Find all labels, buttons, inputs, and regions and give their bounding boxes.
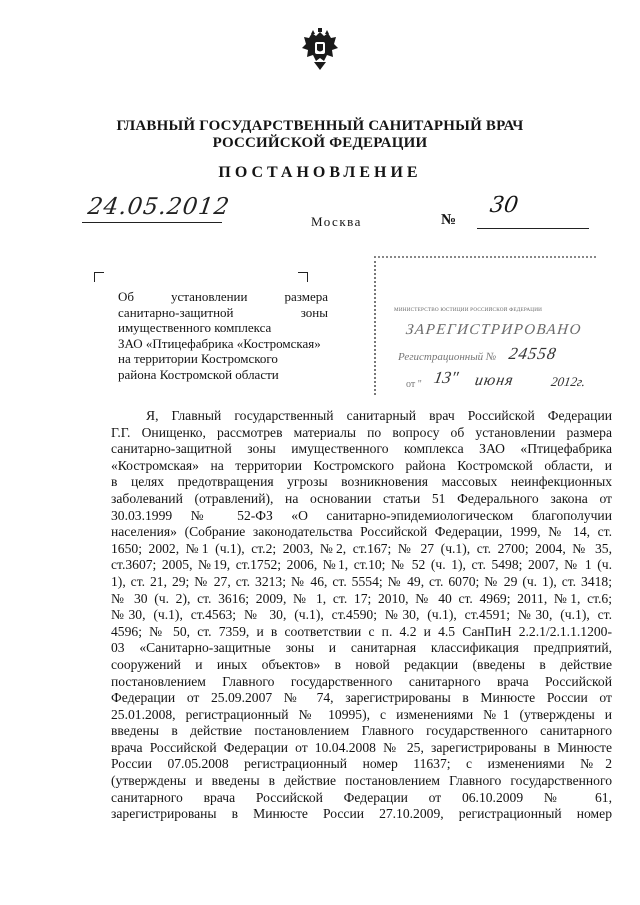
handwritten-date: 24.05.2012 bbox=[86, 194, 232, 220]
body-line: врача Российской Федерации от 10.04.2008 № 25, зарегистрированы в Минюсте bbox=[111, 739, 612, 755]
body-line: (утверждены и введены в действие постановлением Главного государственного bbox=[111, 773, 612, 789]
stamp-organization: МИНИСТЕРСТВО ЮСТИЦИИ РОССИЙСКОЙ ФЕДЕРАЦИИ bbox=[394, 307, 543, 313]
handwritten-document-number: 30 bbox=[488, 193, 520, 218]
subject-bracket-left-corner bbox=[94, 272, 104, 282]
body-line: 03 «Санитарно-защитные зоны и санитарная классификация предприятий, bbox=[111, 640, 612, 656]
stamp-reg-number-label: Регистрационный № bbox=[398, 351, 497, 363]
subject-line: ЗАО «Птицефабрика «Костромская» bbox=[118, 335, 321, 351]
body-line: Федерации от 25.09.2007 № 74, зарегистрированы в Минюсте России от bbox=[111, 690, 612, 706]
body-line: № 30 (ч. 2), ст. 3616; 2009, № 1, ст. 17; 2010, № 40 ст. 4969; 2011, №1, ст.6; bbox=[111, 590, 612, 606]
stamp-reg-number: 24558 bbox=[507, 344, 559, 363]
body-line: санитарного врача Российской Федерации от 06.10.2009 № 61, bbox=[111, 789, 612, 805]
document-subject bbox=[118, 289, 328, 382]
body-line: зарегистрированы в Минюсте России 27.10.2009, регистрационный номер bbox=[111, 806, 612, 822]
body-line: санитарно-защитной зоны имущественного комплекса ЗАО «Птицефабрика bbox=[111, 441, 612, 457]
body-line: №30, (ч.1), ст.4563; № 30, (ч.1), ст.4590; №30, (ч.1), ст.4591; №30, (ч.1), ст. bbox=[111, 607, 612, 623]
body-line: «Костромская» на территории Костромского района Костромской области, и bbox=[111, 457, 612, 473]
subject-line: района Костромской области bbox=[118, 366, 279, 382]
registration-stamp bbox=[374, 256, 596, 395]
body-line: постановлением Главного государственного санитарного врача Российской bbox=[111, 673, 612, 689]
body-line: 1), ст. 21, 29; № 27, ст. 3213; № 46, ст. 5554; № 49, ст. 6070; № 29 (ч. 1), ст. 3418; bbox=[111, 573, 612, 589]
document-body bbox=[111, 408, 612, 823]
subject-line: имущественного комплекса bbox=[118, 320, 272, 335]
subject-line: санитарно-защитной зоны bbox=[118, 304, 328, 320]
issuer-title-line-2: РОССИЙСКОЙ ФЕДЕРАЦИИ bbox=[212, 135, 428, 151]
body-line: ст.3607; 2005, №19, ст.1752; 2006, №1, ст.10; № 52 (ч. 1), ст. 5498; 2007, № 1 (ч. bbox=[111, 557, 612, 573]
body-line: в целях предотвращения угрозы возникновения массовых неинфекционных bbox=[111, 474, 612, 490]
body-line: Я, Главный государственный санитарный врач Российской Федерации bbox=[146, 408, 612, 423]
body-line: населения» (Собрание законодательства Российской Федерации, 1999, № 14, ст. bbox=[111, 524, 612, 540]
body-line: Г.Г. Онищенко, рассмотрев материалы по вопросу об установлении размера bbox=[111, 424, 612, 440]
issuer-title-line-1: ГЛАВНЫЙ ГОСУДАРСТВЕННЫЙ САНИТАРНЫЙ ВРАЧ bbox=[116, 118, 524, 134]
stamp-date-day: 13" bbox=[432, 368, 460, 387]
document-type-heading: ПОСТАНОВЛЕНИЕ bbox=[218, 164, 422, 181]
body-line: введены в действие постановлением Главного государственного санитарного bbox=[111, 723, 612, 739]
stamp-date-month: июня bbox=[473, 372, 516, 389]
body-line: России 07.05.2008 регистрационный номер 11637; с изменениями №2 bbox=[111, 756, 612, 772]
coat-of-arms-emblem-icon bbox=[301, 28, 339, 70]
body-line: 1650; 2002, №1 (ч.1), ст.2; 2003, №2, ст.167; № 27 (ч.1), ст. 2700; 2004, № 35, bbox=[111, 540, 612, 556]
stamp-registered-label: ЗАРЕГИСТРИРОВАНО bbox=[405, 322, 583, 338]
date-underline bbox=[82, 222, 222, 223]
number-underline bbox=[477, 228, 589, 229]
number-sign-label: № bbox=[441, 212, 457, 228]
stamp-date-prefix: от " bbox=[406, 379, 422, 390]
body-line: сооружений и иных объектов» в новой редакции (введены в действие bbox=[111, 656, 612, 672]
body-line: 30.03.1999 № 52-ФЗ «О санитарно-эпидемиологическом благополучии bbox=[111, 507, 612, 523]
subject-bracket-right-corner bbox=[298, 272, 308, 282]
city-label: Москва bbox=[311, 214, 362, 229]
body-line: 4596; № 50, ст. 7359, и в соответствии с п. 4.2 и 4.5 СанПиН 2.2.1/2.1.1.1200- bbox=[111, 623, 612, 639]
body-line: 25.01.2008, регистрационный № 10995), с изменениями №1 (утверждены и bbox=[111, 706, 612, 722]
stamp-date-year: 2012г. bbox=[550, 374, 587, 389]
body-line: заболеваний (отравлений), на основании статьи 51 Федерального закона от bbox=[111, 490, 612, 506]
subject-line: Об установлении размера bbox=[118, 289, 328, 304]
subject-line: на территории Костромского bbox=[118, 351, 278, 366]
